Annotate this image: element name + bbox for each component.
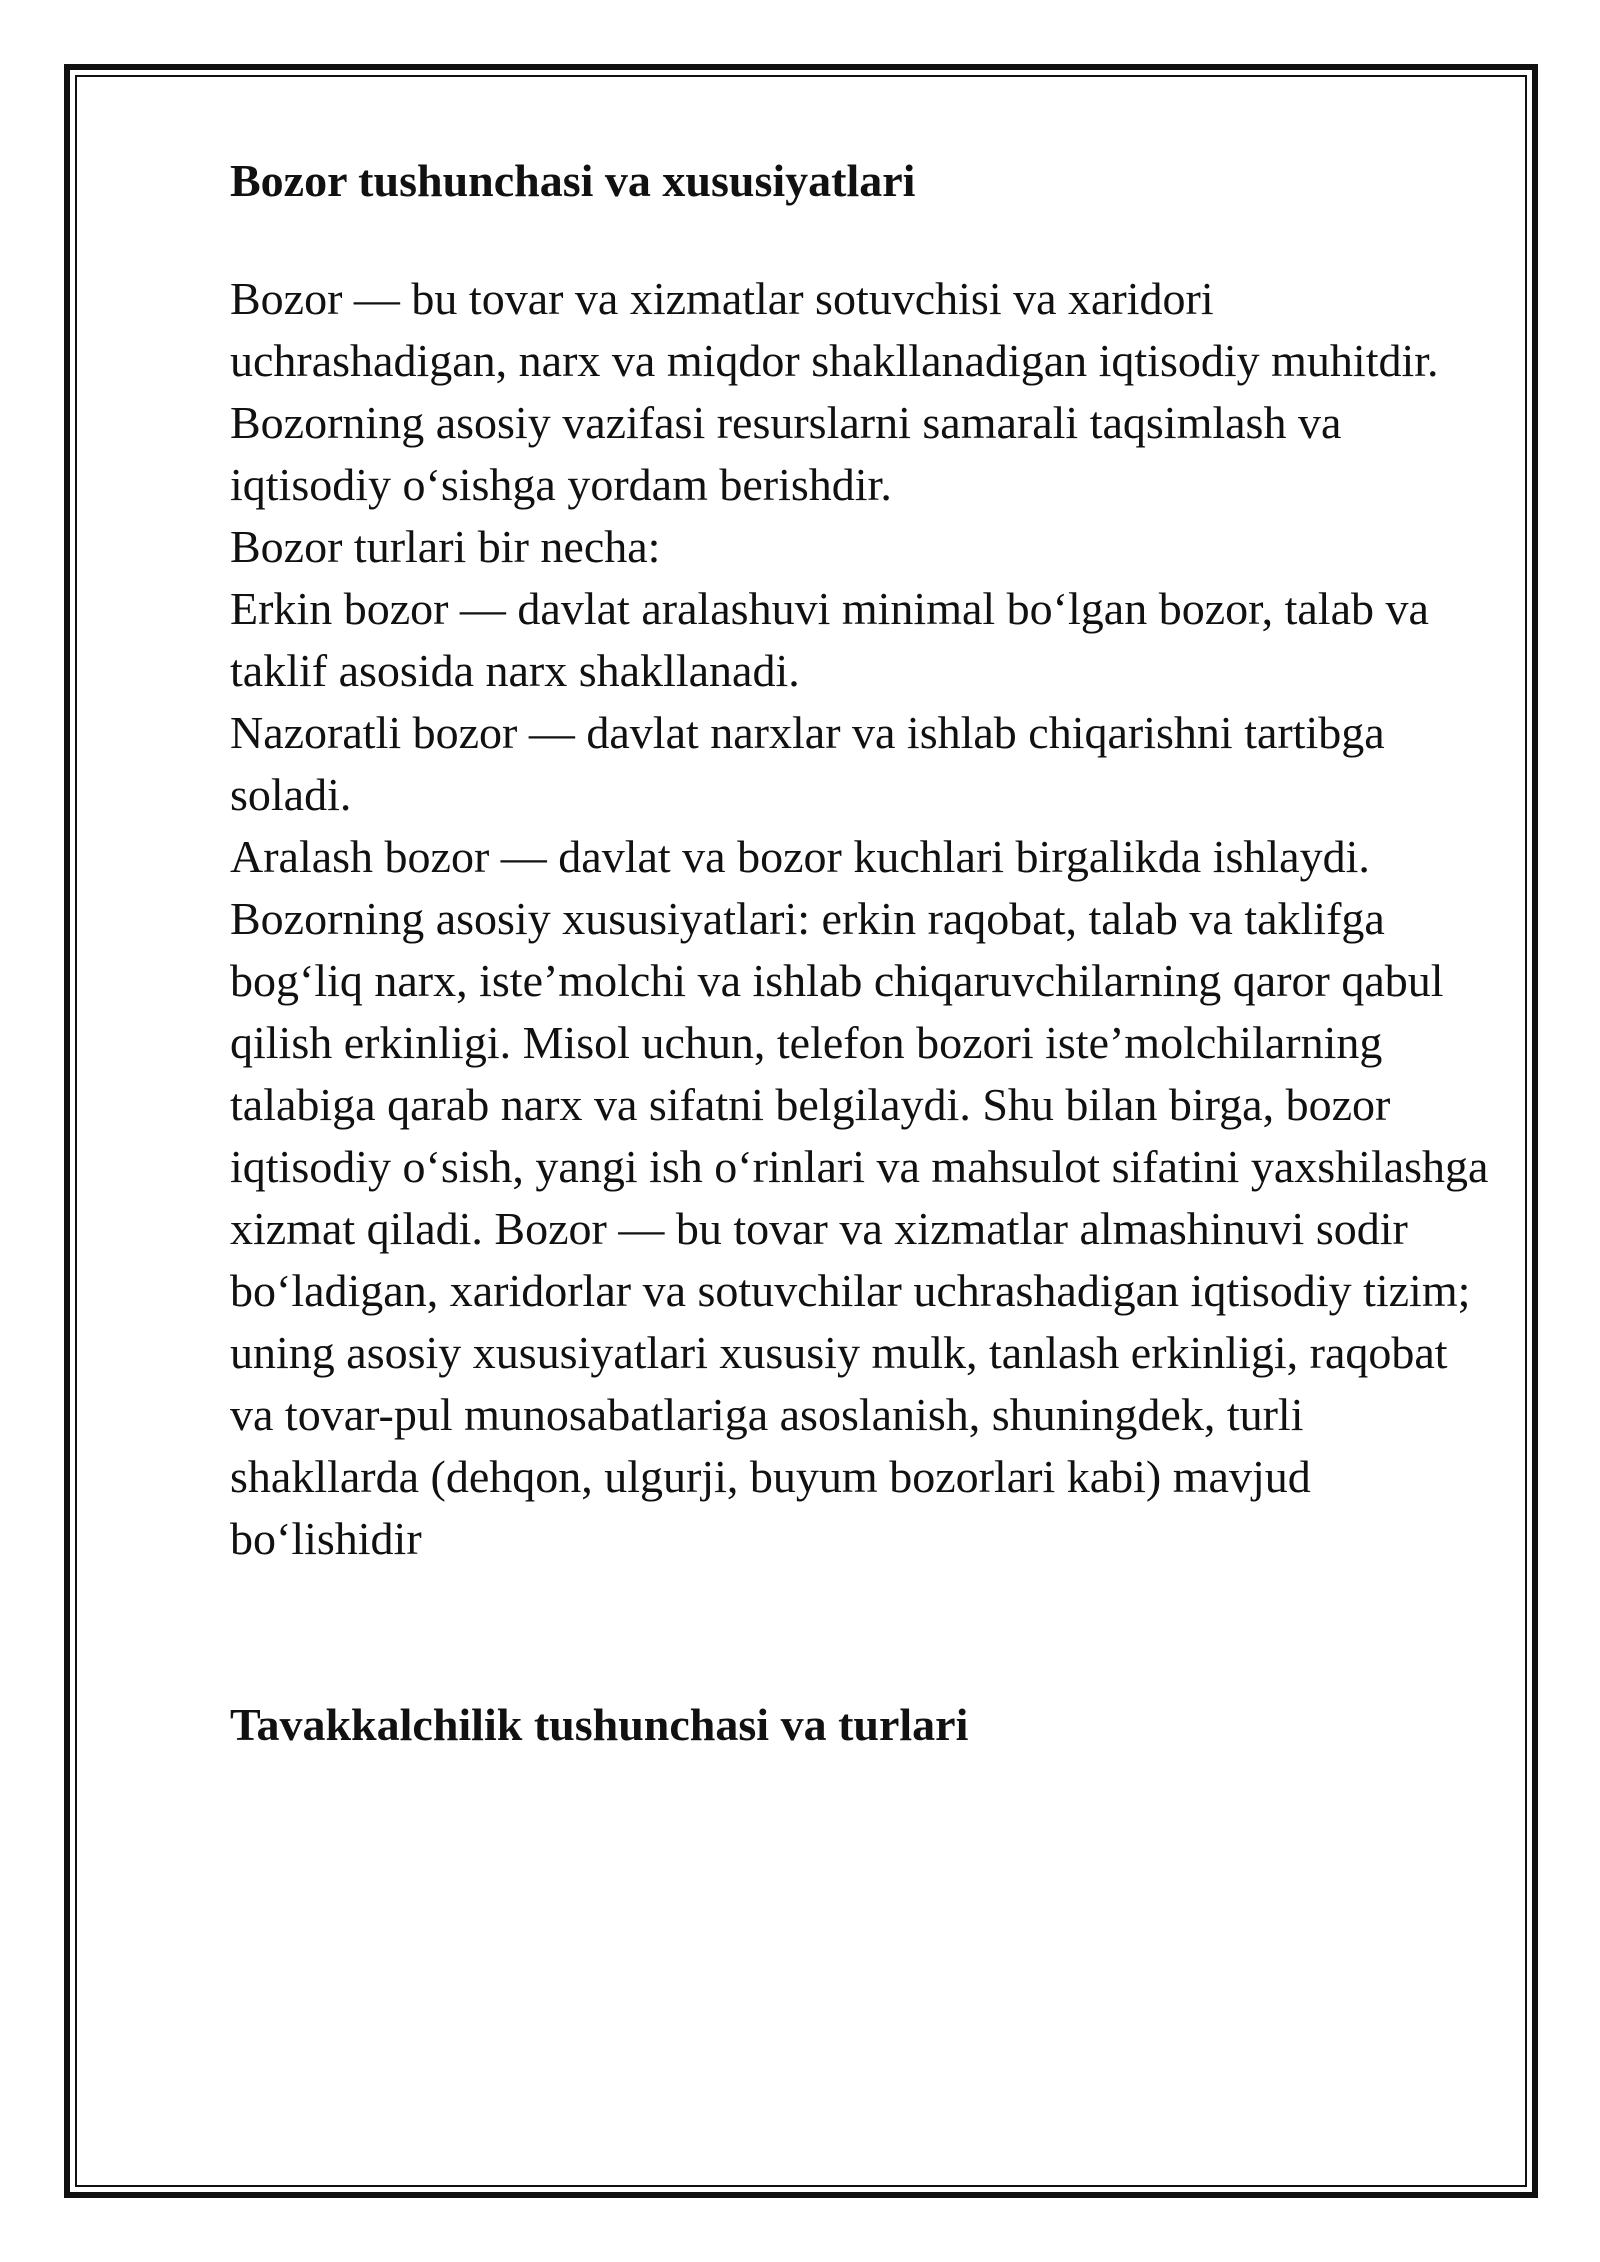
paragraph-market-features: Bozorning asosiy xususiyatlari: erkin raqobat, talab va taklifga bog‘liq narx, iste’molchi va ishlab chiqaruvchilarning qaror qabul qilish erkinligi. Misol uchun, telefon bozori iste’molchilarning talabiga qarab narx va sifatni belgilaydi. Shu bilan birga, bozor iqtisodiy o‘sish, yangi ish o‘rinlari va mahsulot sifatini yaxshilashga xizmat qiladi. Bozor — bu tovar va xizmatlar almashinuvi sodir bo‘ladigan, xaridorlar va sotuvchilar uchrashadigan iqtisodiy tizim; uning asosiy xususiyatlari xususiy mulk, tanlash erkinligi, raqobat va tovar-pul munosabatlariga asoslanish, shuningdek, turli shakllarda (dehqon, ulgurji, buyum bozorlari kabi) mavjud bo‘lishidir <box>230 893 1489 1564</box>
paragraph-mixed-market: Aralash bozor — davlat va bozor kuchlari birgalikda ishlaydi. <box>230 831 1370 882</box>
section-heading-risk: Tavakkalchilik tushunchasi va turlari <box>230 1699 969 1750</box>
paragraph-free-market: Erkin bozor — davlat aralashuvi minimal bo‘lgan bozor, talab va taklif asosida narx shakllanadi. <box>230 583 1429 696</box>
section-heading-market: Bozor tushunchasi va xususiyatlari <box>230 155 916 206</box>
paragraph-market-definition: Bozor — bu tovar va xizmatlar sotuvchisi va xaridori uchrashadigan, narx va miqdor shakllanadigan iqtisodiy muhitdir. Bozorning asosiy vazifasi resurslarni samarali taqsimlash va iqtisodiy o‘sishga yordam berishdir. <box>230 273 1439 510</box>
document-content <box>230 150 1490 1756</box>
paragraph-controlled-market: Nazoratli bozor — davlat narxlar va ishlab chiqarishni tartibga soladi. <box>230 707 1385 820</box>
paragraph-market-types-intro: Bozor turlari bir necha: <box>230 521 661 572</box>
